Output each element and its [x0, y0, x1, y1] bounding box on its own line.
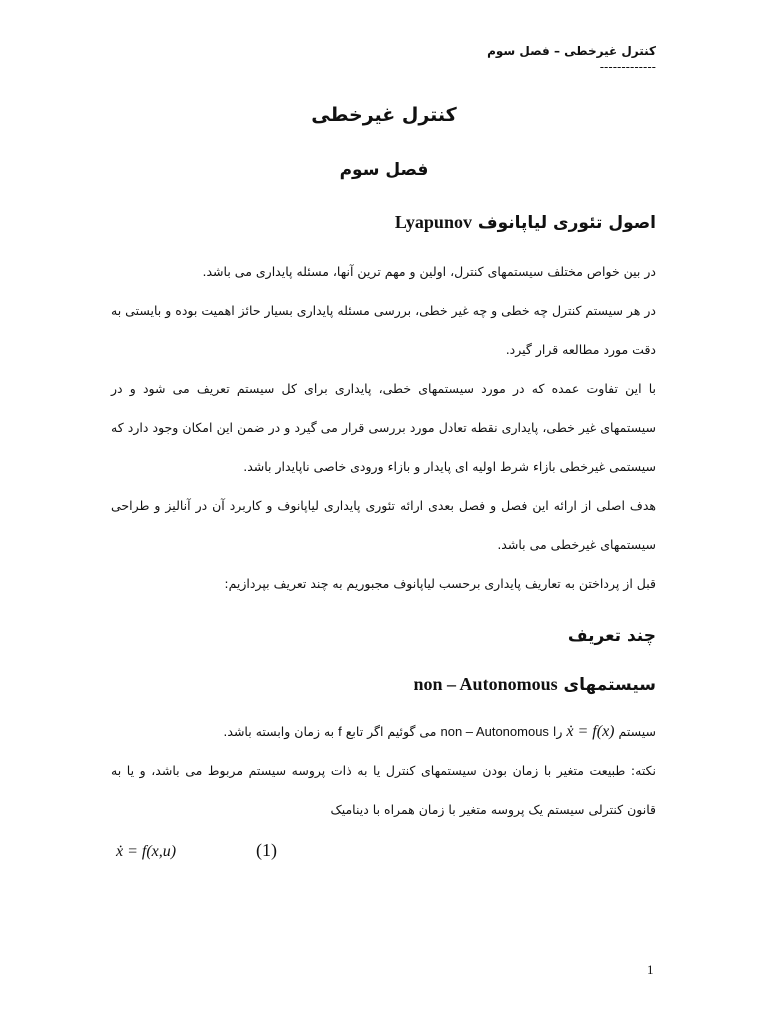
section-heading-fa: سیستمهای — [563, 675, 656, 695]
page-title: کنترل غیرخطی — [311, 104, 457, 126]
definition-paragraph — [111, 712, 656, 829]
body-paragraphs — [111, 252, 656, 603]
chapter-title: فصل سوم — [339, 160, 429, 180]
definition-text — [111, 712, 656, 751]
section-heading-fa: اصول تئوری لیاپانوف — [477, 213, 656, 233]
section-heading-en: non – Autonomous — [413, 674, 558, 694]
paragraph: هدف اصلی از ارائه این فصل و فصل بعدی ارائه تئوری پایداری لیاپانوف و کاربرد آن در آنالیز و طراحی سیستمهای غیرخطی می باشد. — [111, 498, 656, 552]
section-heading-en: Lyapunov — [394, 212, 472, 232]
running-header: کنترل غیرخطی – فصل سوم — [487, 44, 656, 58]
term-non-autonomous: non – Autonomous — [440, 724, 549, 739]
page-number: 1 — [647, 962, 654, 977]
section-heading-lyapunov — [395, 212, 656, 233]
definition-part: به زمان وابسته باشد. — [223, 724, 335, 739]
equation-1 — [116, 840, 277, 861]
inline-equation: ẋ = f(x) — [566, 723, 615, 740]
paragraph: با این تفاوت عمده که در مورد سیستمهای خطی، پایداری برای کل سیستم تعریف می شود و در سیستمهای غیر خطی، پایداری نقطه تعادل مورد بررسی قرار می گیرد و در ضمن این امکان وجود دارد که سیستمی غیرخطی بازاء شرط اولیه ای پایدار و بازاء ورودی خاصی ناپایدار باشد. — [111, 381, 656, 474]
note-paragraph: نکته: طبیعت متغیر با زمان بودن سیستمهای کنترل یا به ذات پروسه سیستم مربوط می باشد، و یا به قانون کنترلی سیستم یک پروسه متغیر با زمان همراه با دینامیک — [111, 763, 656, 817]
definition-part: را — [552, 724, 563, 739]
paragraph: قبل از پرداختن به تعاریف پایداری برحسب لیاپانوف مجبوریم به چند تعریف بپردازیم: — [224, 576, 656, 591]
paragraph: در هر سیستم کنترل چه خطی و چه غیر خطی، بررسی مسئله پایداری بسیار حائز اهمیت بوده و بایستی به دقت مورد مطالعه قرار گیرد. — [111, 303, 656, 357]
paragraph: در بین خواص مختلف سیستمهای کنترل، اولین و مهم ترین آنها، مسئله پایداری می باشد. — [202, 264, 656, 279]
section-heading-definitions: چند تعریف — [567, 626, 656, 646]
equation-expression: ẋ = f(x,u) — [116, 843, 177, 860]
header-rule: ------------- — [599, 60, 656, 74]
section-heading-non-autonomous — [414, 674, 656, 695]
definition-part: می گوئیم اگر تابع — [345, 724, 437, 739]
function-symbol: f — [338, 724, 342, 739]
definition-part: سیستم — [618, 724, 656, 739]
equation-number: (1) — [256, 840, 277, 860]
